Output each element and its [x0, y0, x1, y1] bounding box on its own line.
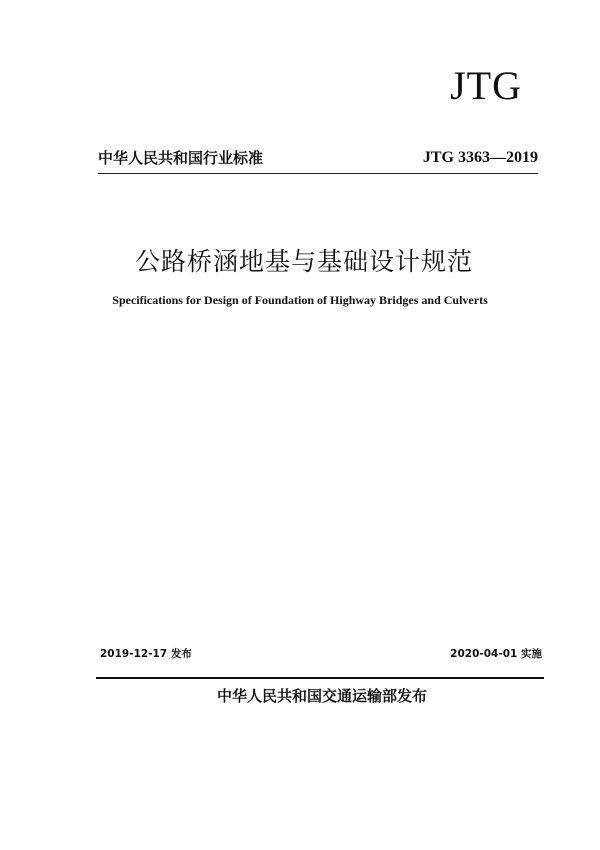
- document-title-chinese: 公路桥涵地基与基础设计规范: [134, 247, 473, 276]
- standard-number: JTG 3363—2019: [422, 149, 538, 166]
- publisher: 中华人民共和国交通运输部发布: [216, 687, 427, 705]
- header-divider: [98, 173, 538, 174]
- document-title-english: Specifications for Design of Foundation of Highway Bridges and Culverts: [112, 293, 488, 307]
- footer-divider: [96, 677, 544, 679]
- jtg-logo: JTG: [450, 63, 522, 108]
- issue-date: 2019-12-17 发布: [100, 648, 192, 660]
- standard-category: 中华人民共和国行业标准: [98, 149, 264, 167]
- cover-header: [98, 148, 538, 170]
- dates-row: [100, 647, 542, 663]
- implementation-date: 2020-04-01 实施: [450, 648, 542, 660]
